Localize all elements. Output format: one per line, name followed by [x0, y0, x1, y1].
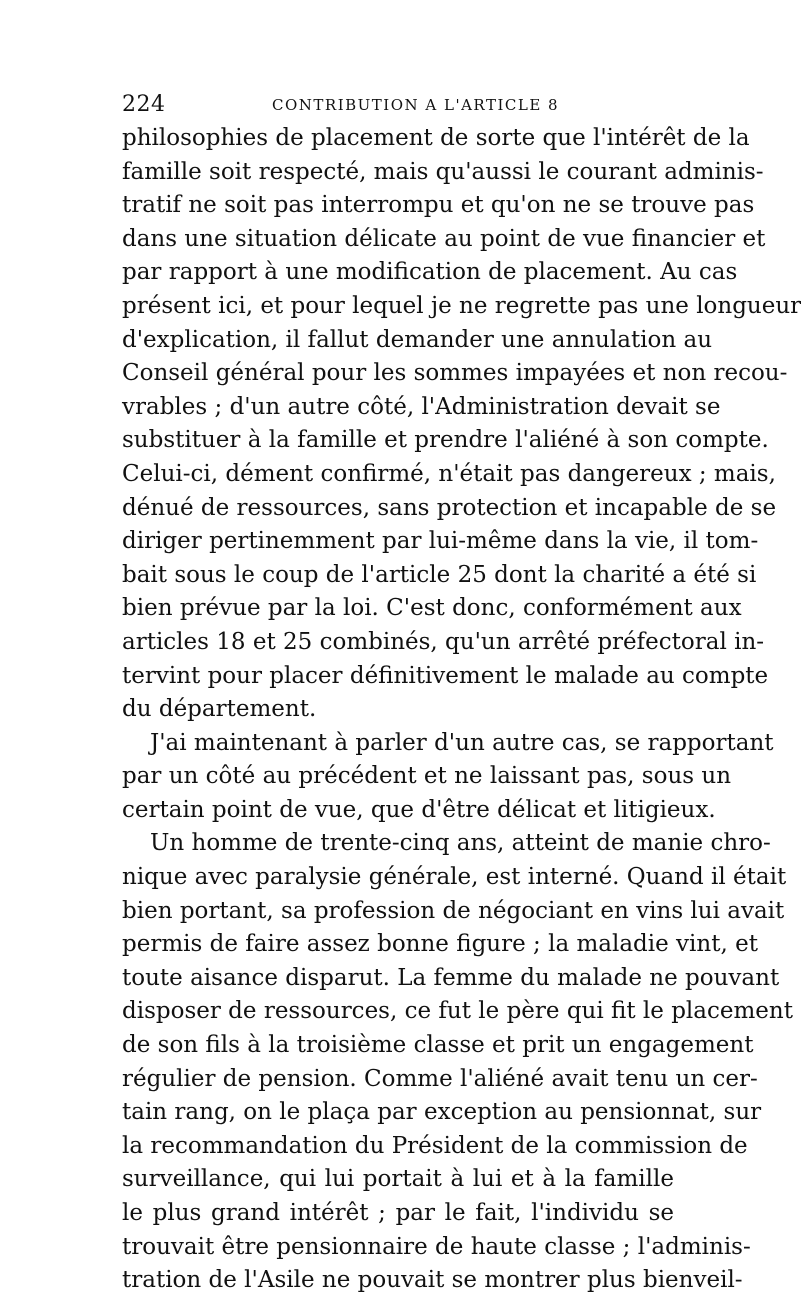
text-line: présent ici, et pour lequel je ne regrette pas une longueur — [122, 292, 801, 319]
text-line: disposer de ressources, ce fut le père qui fit le placement — [122, 998, 793, 1025]
text-line: d'explication, il fallut demander une annulation au — [122, 326, 713, 353]
text-line: certain point de vue, que d'être délicat et litigieux. — [122, 796, 716, 823]
paragraph-first-line: J'ai maintenant à parler d'un autre cas, se rapportant — [150, 729, 774, 756]
text-line: surveillance, qui lui portait à lui et à la famille — [122, 1166, 674, 1193]
text-line: tration de l'Asile ne pouvait se montrer plus bienveil- — [122, 1267, 743, 1294]
text-line: dénué de ressources, sans protection et incapable de se — [122, 494, 777, 521]
text-line: diriger pertinemment par lui-même dans la vie, il tom- — [122, 528, 759, 555]
text-line: par un côté au précédent et ne laissant pas, sous un — [122, 763, 732, 790]
text-line: tain rang, on le plaça par exception au pensionnat, sur — [122, 1099, 762, 1126]
text-line: famille soit respecté, mais qu'aussi le courant adminis- — [122, 158, 764, 185]
text-line: toute aisance disparut. La femme du malade ne pouvant — [122, 964, 780, 991]
text-line: tratif ne soit pas interrompu et qu'on ne se trouve pas — [122, 192, 755, 219]
text-line: la recommandation du Président de la commission de — [122, 1132, 748, 1159]
text-line: de son fils à la troisième classe et prit un engagement — [122, 1032, 754, 1059]
text-line: bien prévue par la loi. C'est donc, conformément aux — [122, 595, 742, 622]
paragraph-first-line: Un homme de trente-cinq ans, atteint de manie chro- — [150, 830, 771, 857]
text-line: permis de faire assez bonne figure ; la maladie vint, et — [122, 931, 758, 958]
text-line: tervint pour placer définitivement le malade au compte — [122, 662, 769, 689]
text-line: le plus grand intérêt ; par le fait, l'individu se — [122, 1200, 674, 1226]
running-head — [122, 92, 674, 120]
text-line: bien portant, sa profession de négociant en vins lui avait — [122, 897, 785, 924]
text-line: Conseil général pour les sommes impayées et non recou- — [122, 360, 788, 387]
body-text — [122, 122, 801, 1298]
text-line: régulier de pension. Comme l'aliéné avait tenu un cer- — [122, 1065, 758, 1092]
text-line: Celui-ci, dément confirmé, n'était pas dangereux ; mais, — [122, 460, 776, 487]
text-line: bait sous le coup de l'article 25 dont la charité a été si — [122, 561, 757, 588]
text-line: substituer à la famille et prendre l'aliéné à son compte. — [122, 427, 769, 454]
text-line: vrables ; d'un autre côté, l'Administration devait se — [122, 393, 721, 420]
text-line: dans une situation délicate au point de vue financier et — [122, 225, 766, 252]
page-number: 224 — [122, 92, 166, 117]
text-line: articles 18 et 25 combinés, qu'un arrêté préfectoral in- — [122, 628, 765, 655]
text-line: par rapport à une modification de placement. Au cas — [122, 259, 738, 286]
text-line: philosophies de placement de sorte que l'intérêt de la — [122, 125, 750, 151]
text-line: nique avec paralysie générale, est interné. Quand il était — [122, 864, 787, 891]
running-title: CONTRIBUTION A L'ARTICLE 8 — [272, 96, 560, 114]
text-line: du département. — [122, 696, 317, 723]
text-line: trouvait être pensionnaire de haute classe ; l'adminis- — [122, 1233, 751, 1260]
